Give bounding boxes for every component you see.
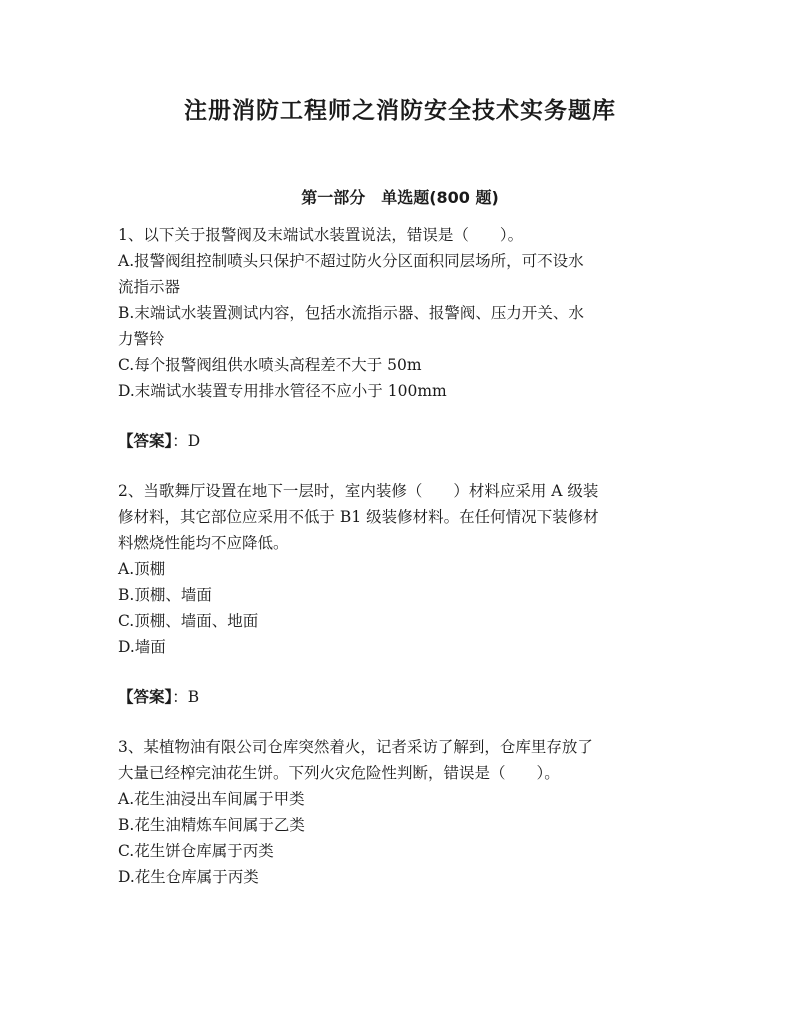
option-c: C.每个报警阀组供水喷头高程差不大于 50m — [118, 356, 422, 374]
question-2 — [118, 478, 680, 734]
option-a: A.花生油浸出车间属于甲类 — [118, 790, 305, 808]
answer-label: 【答案】 — [118, 432, 173, 450]
question-stem: 料燃烧性能均不应降低。 — [118, 534, 289, 552]
answer — [118, 684, 680, 710]
option-text: B.末端试水装置测试内容，包括水流指示器、报警阀、压力开关、水 — [118, 304, 584, 322]
option-text: 力警铃 — [118, 330, 165, 348]
question-stem: 3、某植物油有限公司仓库突然着火，记者采访了解到，仓库里存放了 — [118, 738, 593, 756]
option-d: D.花生仓库属于丙类 — [118, 868, 259, 886]
option-a: A.顶棚 — [118, 560, 166, 578]
question-stem: 修材料，其它部位应采用不低于 B1 级装修材料。在任何情况下装修材 — [118, 508, 599, 526]
question-3 — [118, 734, 680, 890]
option-text: 流指示器 — [118, 278, 181, 296]
answer — [118, 428, 680, 454]
option-d: D.末端试水装置专用排水管径不应小于 100mm — [118, 382, 447, 400]
question-1 — [118, 222, 680, 478]
question-stem: 2、当歌舞厅设置在地下一层时，室内装修（ ）材料应采用 A 级装 — [118, 482, 599, 500]
answer-label: 【答案】 — [118, 688, 173, 706]
question-stem: 大量已经榨完油花生饼。下列火灾危险性判断，错误是（ ）。 — [118, 764, 560, 782]
option-a — [118, 248, 680, 300]
page-title: 注册消防工程师之消防安全技术实务题库 — [184, 98, 616, 124]
option-b — [118, 300, 680, 352]
option-c: C.花生饼仓库属于丙类 — [118, 842, 274, 860]
answer-value: ：D — [172, 432, 201, 450]
option-b: B.花生油精炼车间属于乙类 — [118, 816, 305, 834]
option-d: D.墙面 — [118, 638, 166, 656]
section-title: 第一部分 单选题(800 题) — [301, 188, 499, 207]
question-list — [118, 222, 680, 890]
option-text: A.报警阀组控制喷头只保护不超过防火分区面积同层场所，可不设水 — [118, 252, 584, 270]
question-stem: 1、以下关于报警阀及末端试水装置说法，错误是（ ）。 — [118, 226, 524, 244]
answer-value: ：B — [172, 688, 200, 706]
option-c: C.顶棚、墙面、地面 — [118, 612, 259, 630]
option-b: B.顶棚、墙面 — [118, 586, 212, 604]
